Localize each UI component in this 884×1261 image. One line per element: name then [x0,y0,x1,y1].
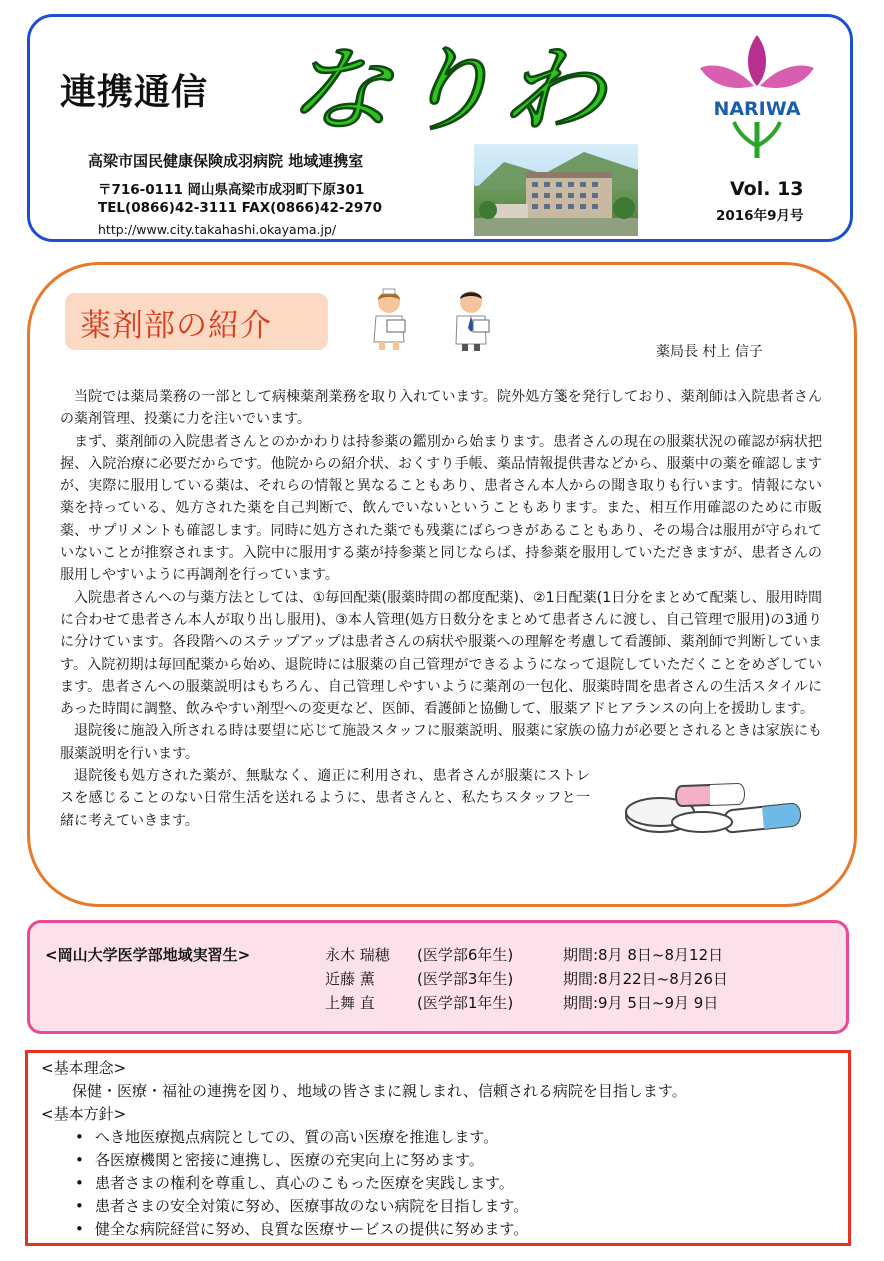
policy-text: 患者さまの安全対策に努め、医療事故のない病院を目指します。 [95,1197,529,1215]
section-title: 薬剤部の紹介 [80,308,272,344]
article-paragraph: 入院患者さんへの与薬方法としては、①毎回配薬(服薬時間の都度配薬)、②1日配薬(1日分をまとめて配薬し、服用時間に合わせて患者さん本人が取り出し服用)、③本人管理(処方日数分をまとめて患者さんに渡し、自己管理で服用)の3通りに分けています。各段階へのステップアップは患者さんの病状や服薬への理解を考慮して看護師、薬剤師で判断しています。入院初期は毎回配薬から始め、退院時には服薬の自己管理ができるようになって退院していただくことをめざしています。患者さんへの服薬説明はもちろん、自己管理しやすいように薬剤の一包化、服薬時間を患者さんの生活スタイルにあった時間に調整、飲みやすい剤型への変更など、医師、看護師と協働して、服薬アドヒアランスの向上を援助します。 [60,589,822,718]
policy-item [75,1149,484,1170]
trainee-department: (医学部3年生) [417,970,514,988]
hospital-emblem [692,30,822,160]
article-paragraph: 当院では薬局業務の一部として病棟薬剤業務を取り入れています。院外処方箋を発行しており、薬剤師は入院患者さんの薬剤管理、投薬に力を注いでいます。 [60,389,822,428]
policy-text: 各医療機関と密接に連携し、医療の充実向上に努めます。 [95,1151,484,1169]
trainee-name: 近藤 薫 [325,970,375,988]
article-paragraph: 退院後に施設入所される時は要望に応じて施設スタッフに服薬説明、服薬に家族の協力が必要とされるときは家族にも服薬説明を行います。 [60,723,822,762]
training-heading: <岡山大学医学部地域実習生> [45,946,251,964]
hospital-photo [474,144,638,236]
bullet-icon: • [75,1128,84,1146]
trainee-name: 上舞 直 [325,994,375,1012]
author-name: 薬局長 村上 信子 [656,344,763,360]
bullet-icon: • [75,1220,84,1238]
basic-philosophy-heading: <基本理念> [41,1059,127,1077]
policy-item [75,1218,528,1239]
policy-item [75,1126,498,1147]
article-paragraph: 退院後も処方された薬が、無駄なく、適正に利用され、患者さんが服薬にストレスを感じることのない日常生活を送れるように、患者さんと、私たちスタッフと一緒に考えていきます。 [60,768,590,829]
policy-item [75,1195,528,1216]
trainee-department: (医学部6年生) [417,946,514,964]
trainee-row [325,992,718,1013]
nurse-illustration [364,288,414,352]
policy-text: へき地医療拠点病院としての、質の高い医療を推進します。 [95,1128,499,1146]
bullet-icon: • [75,1197,84,1215]
hospital-address: 〒716-0111 岡山県高梁市成羽町下原301 [98,182,365,198]
basic-policy-heading: <基本方針> [41,1105,127,1123]
bullet-icon: • [75,1174,84,1192]
trainee-period: 期間:9月 5日~9月 9日 [563,994,719,1012]
issue-date: 2016年9月号 [716,208,804,224]
trainee-row [325,968,728,989]
trainee-department: (医学部1年生) [417,994,514,1012]
trainee-row [325,944,723,965]
article-paragraph: まず、薬剤師の入院患者さんとのかかわりは持参薬の鑑別から始まります。患者さんの現在の服薬状況の確認が病状把握、入院治療に必要だからです。他院からの紹介状、おくすり手帳、薬品情報提供書などから、服薬中の薬を確認しますが、実際に服用している薬は、それらの情報と異なることもあり、患者さん本人からの聞き取りも行います。情報にない薬を持っている、処方された薬を自己判断で、飲んでいないということもあります。また、相互作用確認のために市販薬、サプリメントも確認します。同時に処方された薬でも残薬にばらつきがあることもあり、その場合は服用が守られていないことが推察されます。入院中に服用する薬が持参薬と同じならば、持参薬を服用していただきますが、患者さんの服用しやすいように再調剤を行っています。 [60,433,822,584]
trainee-period: 期間:8月 8日~8月12日 [563,946,724,964]
newsletter-logo-text: なりわ [286,37,610,142]
article-body [60,386,822,832]
emblem-text: NARIWA [713,98,801,120]
series-title: 連携通信 [60,72,209,113]
hospital-name: 高梁市国民健康保険成羽病院 地域連携室 [88,152,364,170]
bullet-icon: • [75,1151,84,1169]
trainee-period: 期間:8月22日~8月26日 [563,970,728,988]
basic-philosophy-text: 保健・医療・福祉の連携を図り、地域の皆さまに親しまれ、信頼される病院を目指します。 [72,1082,687,1100]
volume-number: Vol. 13 [730,178,804,200]
trainee-name: 永木 瑞穂 [325,946,390,964]
policy-text: 健全な病院経営に努め、良質な医療サービスの提供に努めます。 [95,1220,529,1238]
pharmacist-illustration [446,288,496,352]
policy-text: 患者さまの権利を尊重し、真心のこもった医療を実践します。 [95,1174,514,1192]
newsletter-logo [286,22,616,142]
tel-fax: TEL(0866)42-3111 FAX(0866)42-2970 [98,200,383,216]
policy-item [75,1172,514,1193]
pill-illustration [620,770,810,840]
website-link[interactable]: http://www.city.takahashi.okayama.jp/ [98,222,337,237]
